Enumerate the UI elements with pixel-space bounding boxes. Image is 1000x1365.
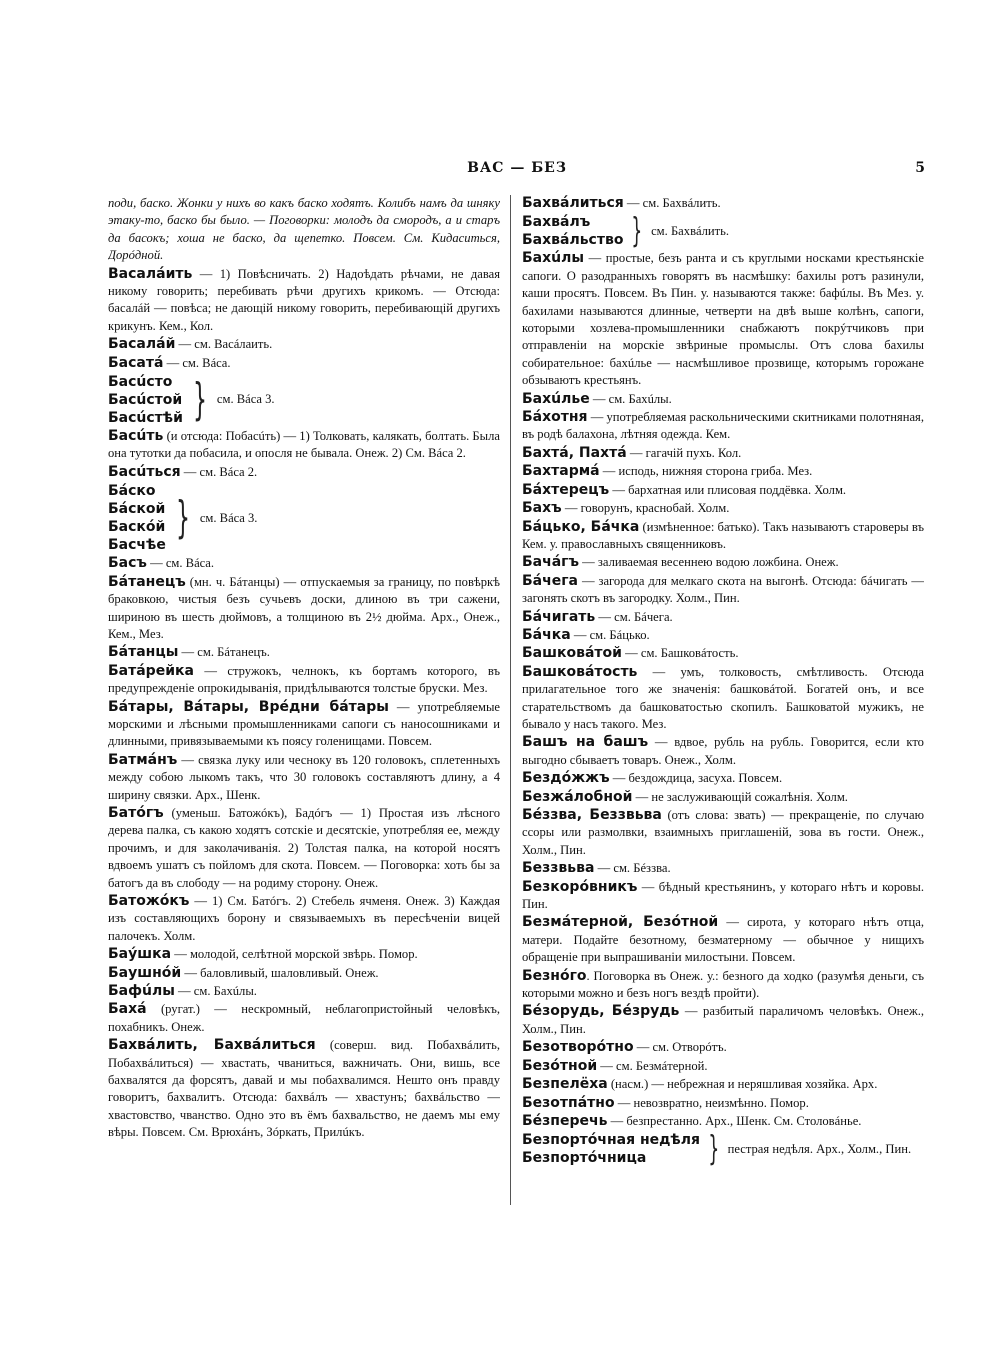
definition: — употребляемая раскольническими скитниками полотняная, въ родѣ балахона, лѣтняя одежда. Кем. [522, 410, 924, 442]
dictionary-entry [522, 860, 924, 877]
definition: — см. Báca. [146, 556, 215, 571]
headword: Бахúлы [522, 250, 585, 267]
definition: — связка луку или чесноку въ 120 головокъ, сплетенныхъ между собою лыкомъ такъ, что 30 головокъ составляютъ длину, а 4 ширину связки. Арх., Шенк. [108, 752, 500, 802]
bracket-words [108, 373, 183, 427]
column-divider [510, 195, 511, 1205]
dictionary-entry [108, 644, 500, 661]
dictionary-entry [108, 355, 500, 372]
definition: — заливаемая весеннею водою ложбина. Онеж. [579, 555, 839, 570]
headword: Бáцько, Бáчка [522, 518, 640, 535]
dictionary-entry [108, 1037, 500, 1141]
dictionary-entry [522, 914, 924, 966]
definition: — см. Отворóтъ. [633, 1040, 727, 1055]
headword: Басалáй [108, 336, 176, 353]
right-column [522, 195, 924, 1210]
definition: (мн. ч. Бáтанцы) — отпускаемыя за границу, по повѣркѣ браковкою, чистыя безъ сучьевъ доски, длиною въ три сажени, шириною въ шесть дюймовъ, а толщиною въ 2½ дюйма. Арх., Онеж., Кем., Мез. [108, 574, 500, 641]
dictionary-entry [108, 464, 500, 481]
brace: } [175, 492, 190, 544]
headword: Батожóкъ [108, 893, 190, 909]
definition: — бездождица, засуха. Повсем. [609, 771, 783, 786]
definition: (измѣненное: батько). Такъ называютъ староверы въ Кем. у. православныхъ священниковъ. [522, 519, 924, 551]
dictionary-entry [108, 965, 500, 982]
dictionary-entry [522, 391, 924, 408]
brace: } [631, 211, 643, 252]
dictionary-entry [522, 627, 924, 644]
bracket-words [522, 213, 623, 249]
bracket-group [108, 482, 500, 554]
bracket-words [108, 482, 166, 554]
bracket-group [522, 211, 924, 252]
definition: — см. Бáчега. [595, 609, 673, 624]
headword: Батмáнъ [108, 751, 178, 768]
definition: — см. Бáцько. [570, 627, 650, 642]
headword: Басъ [108, 555, 147, 572]
dictionary-entry [522, 879, 924, 914]
headword: Безмáтерной, Безóтной [522, 914, 719, 931]
headword: Бáско [108, 483, 156, 500]
entry-list [522, 195, 924, 212]
dictionary-entry [108, 1001, 500, 1036]
definition: — баловливый, шаловливый. Онеж. [181, 965, 379, 980]
definition: — невозвратно, неизмѣнно. Помор. [614, 1095, 809, 1110]
dictionary-entry [522, 445, 924, 462]
headword: Басúстой [108, 392, 183, 409]
dictionary-entry [522, 554, 924, 571]
definition: — безпрестанно. Арх., Шенк. См. Столовáнье. [607, 1113, 862, 1128]
dictionary-entry [522, 968, 924, 1003]
headword: Баскóй [108, 519, 166, 536]
headword: Бахвáлиться [522, 195, 624, 211]
headword: Бахúлье [522, 390, 590, 407]
headword: Безпортóчная недѣля [522, 1132, 700, 1149]
dictionary-entry [108, 266, 500, 336]
bracket-reference: см. Báca 3. [199, 510, 258, 525]
definition: (насм.) — небрежная и неряшливая хозяйка. Арх. [607, 1077, 878, 1092]
dictionary-entry [108, 946, 500, 963]
definition: — исподь, нижняя сторона гриба. Мез. [599, 464, 813, 479]
headword: Безóтной [522, 1057, 598, 1074]
definition: — см. Башковáтость. [621, 646, 739, 661]
definition: — сирота, у котораго нѣтъ отца, матери. Подайте безотному, безматерному — обычное у нищихъ обращеніе при выпрашиваніи милостыни. Повсем. [522, 915, 924, 965]
headword: Бáтанецъ [108, 573, 186, 590]
headword: Бахвáлить, Бахвáлиться [108, 1037, 316, 1054]
headword: Бахá [108, 1001, 147, 1018]
definition: — см. Бахúлы. [174, 984, 257, 999]
headword: Безпелёха [522, 1076, 608, 1093]
headword: Батóгъ [108, 804, 164, 821]
bracket-words [522, 1131, 700, 1167]
headword: Бахтармá [522, 463, 600, 480]
bracket-reference: пестрая недѣля. Арх., Холм., Пин. [727, 1141, 912, 1156]
headword: Бахъ [522, 500, 562, 517]
headword: Башковáтость [522, 663, 638, 680]
definition: (отъ слова: звать) — прекращеніе, по случаю ссоры или размолвки, взаимныхъ приглашеній, зова въ гости. Онеж., Холм., Пин. [522, 808, 924, 857]
dictionary-entry [108, 663, 500, 698]
headword: Бахвáлъ [522, 214, 591, 231]
dictionary-entry [108, 752, 500, 804]
definition: — загорода для мелкаго скота на выгонѣ. Отсюда: бáчигать — загонять скотъ въ загородку. Холм., Пин. [522, 573, 924, 606]
headword: Бафúлы [108, 983, 175, 1000]
headword: Безкорóвникъ [522, 878, 638, 895]
dictionary-entry [522, 789, 924, 806]
headword: Бахтá, Пахтá [522, 444, 627, 461]
headword: Беззвьва [522, 860, 595, 877]
definition: — см. Báca. [163, 355, 231, 370]
dictionary-entry [522, 1039, 924, 1056]
definition: (соверш. вид. Побахвáлить, Побахвáлиться) — хвастать, чваниться, важничать. Они, вишь, все бахвалятся да форсятъ, давай и мы побахвалимся. Нешто онъ правду говоритъ, бахвалитъ. Отсюда: бахвáлъ — хвастунъ; бахвáльство — хвастовство, чванство. Одно это въ ёмъ бахвальство, не даемъ мы ему вѣры. Повсем. См. Врюхáнъ, Зóркать, Прилúкъ. [108, 1038, 500, 1140]
definition: — 1) См. Батóгъ. 2) Стебель ячменя. Онеж. 3) Каждая изъ составляющихъ борону и связываемыхъ въ пересѣченіи вицей палочекъ. Холм. [108, 894, 500, 943]
definition: — разбитый параличомъ человѣкъ. Онеж., Холм., Пин. [522, 1004, 924, 1036]
definition: — стружокъ, челнокъ, къ бортамъ которого, въ предупрежденіе опрокидыванія, придѣлываются толстые бруски. Мез. [108, 663, 500, 696]
headword: Бéззва, Беззвьва [522, 807, 662, 823]
headword: Басчѣе [108, 537, 166, 554]
definition: — см. Бáтанецъ. [178, 645, 270, 660]
definition: — см. Васáлаить. [175, 337, 273, 352]
dictionary-entry [522, 500, 924, 517]
dictionary-entry [522, 734, 924, 769]
headword: Бáчка [522, 626, 571, 643]
dictionary-entry [522, 1113, 924, 1130]
dictionary-entry [108, 805, 500, 892]
headword: Бéзперечь [522, 1112, 608, 1129]
entry-list [108, 428, 500, 481]
dictionary-entry [522, 463, 924, 480]
definition: — см. Бахвáлить. [623, 196, 721, 210]
definition: — не заслуживающій сожалѣнія. Холм. [632, 789, 848, 804]
headword: Бáчега [522, 572, 578, 589]
continued-entry: поди, баско. Жонки у нихъ во какъ баско ходятъ. Колибъ намъ да шняку этаку-то, баско бы было. — Поговорки: молодъ да смородъ, а и старъ да басокъ; хоша не баско, да щепетко. Повсем. См. Кидаситься, Дорóдной. [108, 196, 500, 263]
dictionary-entry [108, 555, 500, 572]
headword: Башъ на башъ [522, 734, 649, 751]
headword: Безпортóчница [522, 1150, 647, 1167]
page-number: 5 [915, 160, 926, 176]
dictionary-entry [108, 699, 500, 751]
headword: Баýшка [108, 946, 172, 963]
headword: Башковáтой [522, 645, 622, 662]
headword: Басатá [108, 354, 164, 371]
headword: Бачáгъ [522, 554, 580, 571]
dictionary-entry [522, 573, 924, 608]
dictionary-entry [522, 195, 924, 212]
headword: Безотворóтно [522, 1039, 634, 1056]
page-header [108, 160, 926, 182]
bracket-group [108, 373, 500, 427]
bracket-reference: см. Báca 3. [216, 392, 275, 407]
entry-list [108, 266, 500, 372]
definition: — см. Бахúлы. [589, 391, 672, 406]
headword: Безнóго [522, 967, 587, 984]
dictionary-entry [108, 428, 500, 463]
dictionary-entry [522, 1058, 924, 1075]
headword: Бездóжжъ [522, 770, 610, 787]
bracket-reference: см. Бахвáлить. [651, 223, 730, 238]
definition: — см. Báca 2. [180, 464, 258, 479]
definition: — простые, безъ ранта и съ круглыми носками крестьянскіе сапоги. О разодранныхъ говорятъ въ насмѣшку: бахилы ротъ разинули, каши просятъ. Повсем. Въ Пин. у. называются также: бафúлы. Въ Мез. у. бахилами называются длинные, четверти на двѣ выше колѣнъ, сапоги, которыми хозлева-промышленники снабжаютъ покрýтчиковъ при отправленіи на морскіе звѣриные промыслы. Отъ слова бахилы собирательное: бахúлье — насмѣшливое прозвище, которымъ горожане обзываютъ крестьянъ. [522, 251, 924, 388]
dictionary-entry [522, 1095, 924, 1112]
dictionary-entry [522, 770, 924, 787]
definition: — см. Бéззва. [594, 861, 671, 876]
headword: Бáтанцы [108, 644, 179, 661]
definition: — вдвое, рубль на рубль. Говорится, если кто выгодно сбываетъ товаръ. Онеж., Холм. [522, 735, 924, 767]
definition: — молодой, селѣтной морской звѣрь. Помор. [171, 947, 418, 962]
headword: Бéзорудь, Бéзрудь [522, 1003, 680, 1020]
running-head: ВАС — БЕЗ [467, 160, 567, 176]
dictionary-entry [522, 409, 924, 444]
headword: Басúсто [108, 374, 173, 391]
headword: Басúстѣй [108, 410, 183, 427]
dictionary-entry [522, 1076, 924, 1093]
headword: Басúться [108, 463, 181, 480]
headword: Басúть [108, 428, 164, 445]
dictionary-entry [522, 1003, 924, 1038]
dictionary-entry [522, 645, 924, 662]
definition: (ругат.) — нескромный, неблагопристойный человѣкъ, похабникъ. Онеж. [108, 1002, 500, 1034]
definition: — 1) Повѣсничать. 2) Надоѣдать рѣчами, не давая никому говорить; перебивать рѣчи другихъ крикомъ. — Отсюда: басалáй — повѣса; не дающій никому говорить, перебивающій другихъ крикунъ. Кем., Кол. [108, 266, 500, 333]
headword: Бáхотня [522, 409, 588, 426]
dictionary-entry [108, 983, 500, 1000]
definition: — бѣдный крестьянинъ, у котораго нѣтъ и коровы. Пин. [522, 879, 924, 912]
dictionary-entry [108, 336, 500, 353]
entry-list [108, 555, 500, 1141]
brace: } [708, 1129, 720, 1170]
headword: Бáчигать [522, 608, 596, 625]
brace: } [192, 374, 207, 426]
definition: (и отсюда: Побасúть) — 1) Толковать, калякать, болтать. Была она тутотки да побасила, и опосля не бывала. Онеж. 2) См. Báca 2. [108, 429, 500, 461]
dictionary-entry [108, 893, 500, 945]
definition: — умъ, толковость, смѣтливость. Отсюда прилагательное того же значенія: башковáтой. Богатей онъ, и все старательствомъ да башковатостью скопилъ. Башковатой мужикъ, не бывало у насъ такого. Мез. [522, 664, 924, 731]
entry-list [522, 250, 924, 1130]
definition: — см. Безмáтерной. [597, 1058, 708, 1073]
headword: Васалáить [108, 265, 193, 282]
dictionary-entry [108, 574, 500, 644]
headword: Бáтары, Вáтары, Врéдни бáтары [108, 698, 389, 715]
definition: — употребляемые морскими и лѣсными промышленниками сапоги съ наносошниками и длинными, привязываемыми къ поясу голенищами. Повсем. [108, 699, 500, 749]
headword: Бáской [108, 501, 166, 518]
headword: Безжáлобной [522, 788, 633, 805]
headword: Бáхтерецъ [522, 481, 610, 498]
headword: Безотпáтно [522, 1094, 615, 1111]
definition: (уменьш. Батожóкъ), Бадóгъ — 1) Простая изъ лѣсного дерева палка, съ какою ходятъ сотскіе и десятскіе, употребляя ее, между прочимъ, и для заколачиванія. 2) Толстая палка, на которой носятъ вдвоемъ ушатъ съ пойломъ для скота. Повсем. — Поговорка: хоть бы за батогъ да въ слободу — на родиму сторону. Онеж. [108, 805, 500, 890]
definition: . Поговорка въ Онеж. у.: безного да ходко (разумѣя деньги, съ которыми можно и безъ ногъ вездѣ пройти). [522, 968, 924, 1001]
definition: — говорунъ, краснобай. Холм. [561, 501, 730, 516]
definition: — бархатная или плисовая поддёвка. Холм. [609, 482, 847, 497]
dictionary-entry [522, 250, 924, 389]
left-column [108, 195, 500, 1210]
headword: Бахвáльство [522, 232, 624, 249]
definition: — гагачій пухъ. Кол. [626, 445, 742, 460]
headword: Баушнóй [108, 964, 182, 981]
dictionary-entry [522, 609, 924, 626]
dictionary-entry [522, 519, 924, 554]
dictionary-entry [522, 807, 924, 859]
headword: Батáрейка [108, 662, 194, 679]
dictionary-entry [522, 482, 924, 499]
bracket-group [522, 1129, 924, 1170]
dictionary-entry [522, 664, 924, 734]
